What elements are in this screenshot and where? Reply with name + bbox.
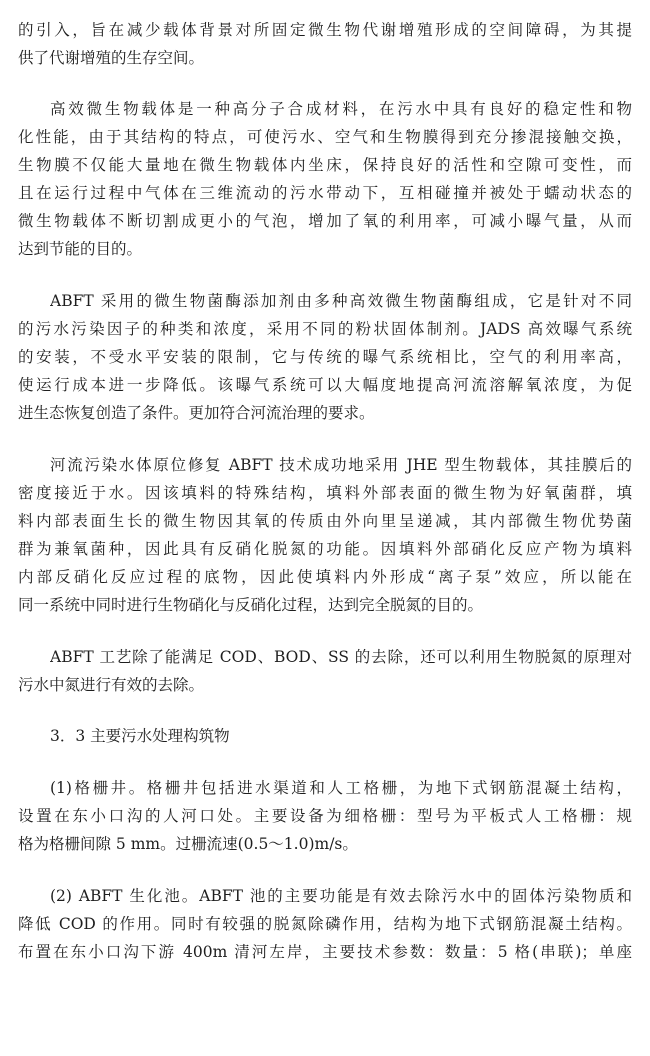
text-line: 进生态恢复创造了条件。更加符合河流治理的要求。 — [18, 404, 375, 422]
text-line: 河流污染水体原位修复 ABFT 技术成功地采用 JHE 型生物载体，其挂膜后的 — [50, 456, 632, 474]
text-line: 的安装，不受水平安装的限制，它与传统的曝气系统相比，空气的利用率高， — [18, 348, 632, 366]
text-line: 内部反硝化反应过程的底物，因此使填料内外形成“离子泵”效应，所以能在 — [18, 568, 632, 586]
text-line: 料内部表面生长的微生物因其氧的传质由外向里呈递减，其内部微生物优势菌 — [18, 512, 632, 530]
text-line: 同一系统中同时进行生物硝化与反硝化过程，达到完全脱氮的目的。 — [18, 596, 484, 614]
text-line: 格为格栅间隙 5 mm。过栅流速(0.5～1.0)m/s。 — [18, 835, 358, 853]
text-line: ABFT 工艺除了能满足 COD、BOD、SS 的去除，还可以利用生物脱氮的原理对 — [50, 648, 632, 666]
text-line: 密度接近于水。因该填料的特殊结构，填料外部表面的微生物为好氧菌群，填 — [18, 484, 632, 502]
text-line: 降低 COD 的作用。同时有较强的脱氮除磷作用，结构为地下式钢筋混凝土结构。 — [18, 915, 632, 933]
text-line: ABFT 采用的微生物菌酶添加剂由多种高效微生物菌酶组成，它是针对不同 — [50, 292, 632, 310]
text-line: 设置在东小口沟的人河口处。主要设备为细格栅：型号为平板式人工格栅：规 — [18, 807, 632, 825]
heading-text: 3．3 主要污水处理构筑物 — [50, 727, 230, 745]
text-line: 供了代谢增殖的生存空间。 — [18, 49, 205, 67]
text-line: 群为兼氧菌种，因此具有反硝化脱氮的功能。因填料外部硝化反应产物为填料 — [18, 540, 632, 558]
text-line: (2) ABFT 生化池。ABFT 池的主要功能是有效去除污水中的固体污染物质和 — [50, 887, 632, 905]
text-line: 布置在东小口沟下游 400m 清河左岸，主要技术参数：数量：5 格(串联)；单座 — [18, 943, 632, 961]
text-line: 且在运行过程中气体在三维流动的污水带动下，互相碰撞并被处于蠕动状态的 — [18, 184, 632, 202]
text-line: 微生物载体不断切割成更小的气泡，增加了氧的利用率，可减小曝气量，从而 — [18, 212, 632, 230]
text-line: 高效微生物载体是一种高分子合成材料，在污水中具有良好的稳定性和物 — [50, 100, 632, 118]
text-line: 化性能，由于其结构的特点，可使污水、空气和生物膜得到充分掺混接触交换， — [18, 128, 632, 146]
text-line: 达到节能的目的。 — [18, 240, 143, 258]
text-line: 生物膜不仅能大量地在微生物载体内坐床，保持良好的活性和空隙可变性，而 — [18, 156, 632, 174]
text-line: 污水中氮进行有效的去除。 — [18, 676, 205, 694]
text-line: 使运行成本进一步降低。该曝气系统可以大幅度地提高河流溶解氧浓度，为促 — [18, 376, 632, 394]
text-line: (1)格栅井。格栅井包括进水渠道和人工格栅，为地下式钢筋混凝土结构， — [50, 779, 632, 797]
text-line: 的引入，旨在减少载体背景对所固定微生物代谢增殖形成的空间障碍，为其提 — [18, 21, 632, 39]
text-line: 的污水污染因子的种类和浓度，采用不同的粉状固体制剂。JADS 高效曝气系统 — [18, 320, 632, 338]
